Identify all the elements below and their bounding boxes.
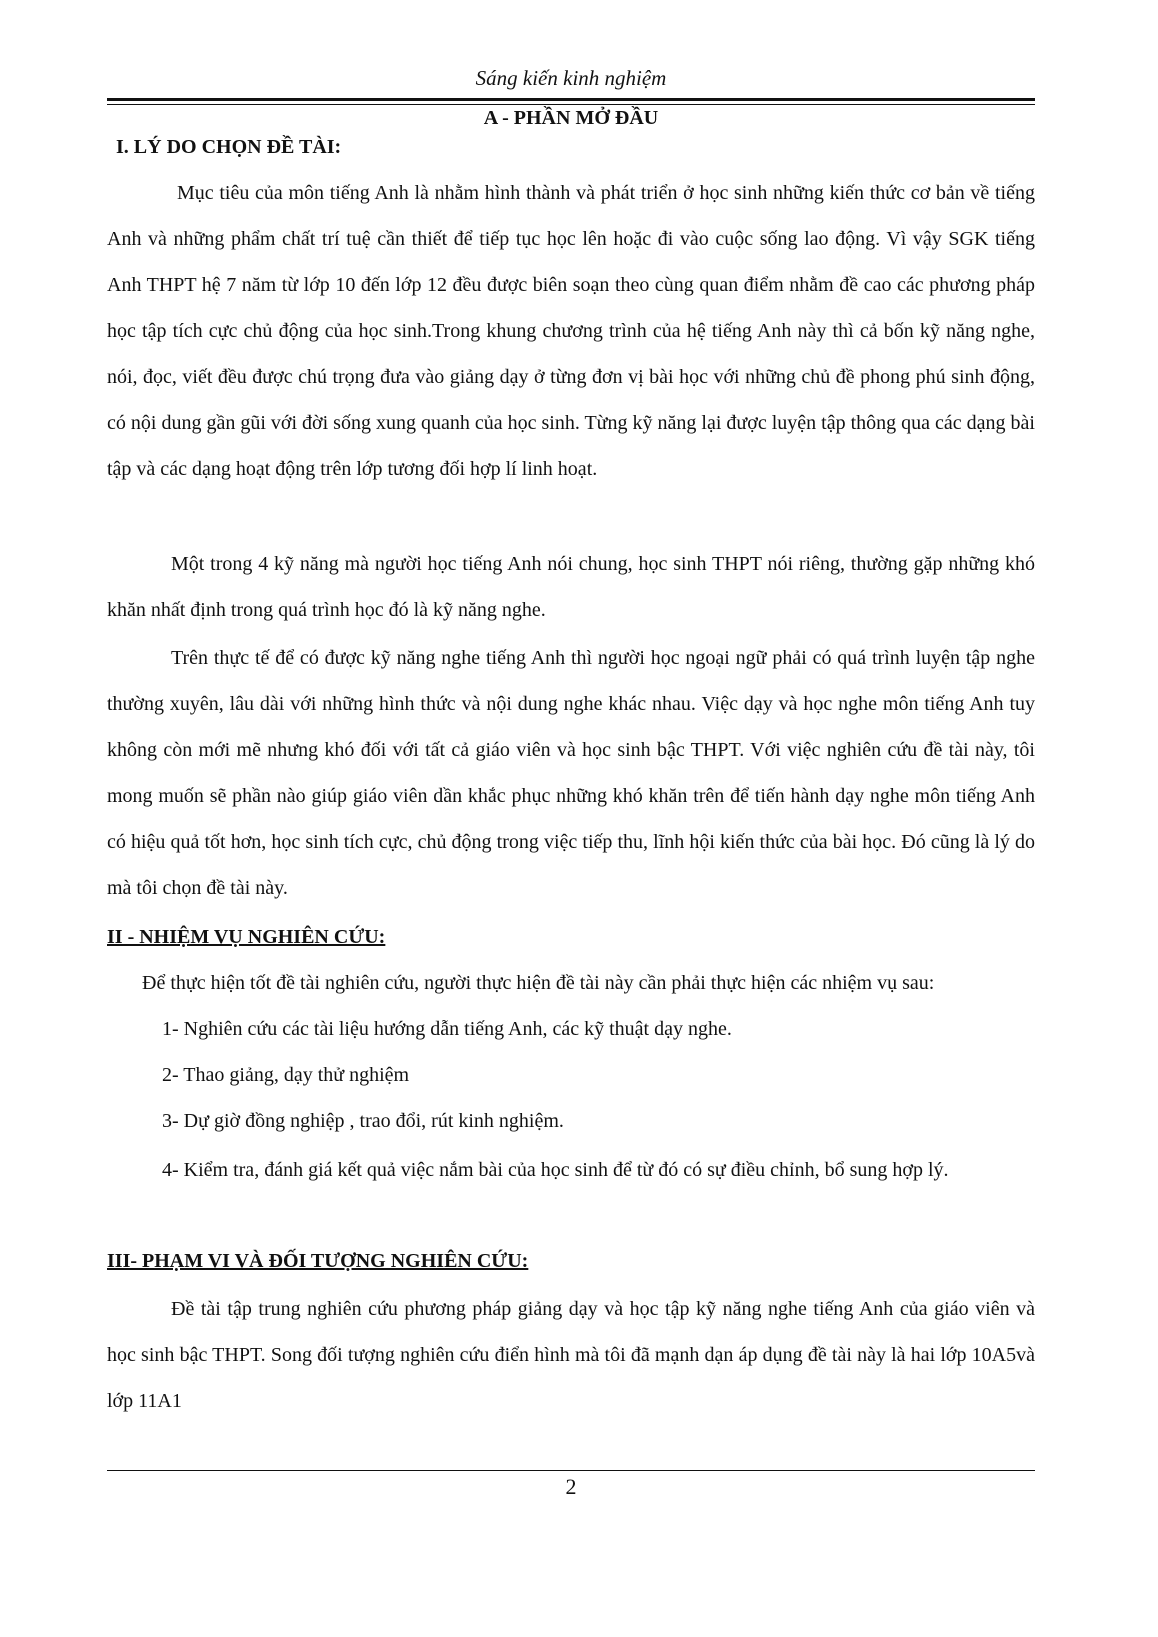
header-rule bbox=[107, 98, 1035, 105]
section-heading-1: I. LÝ DO CHỌN ĐỀ TÀI: bbox=[116, 136, 342, 158]
paragraph-reason-3: Trên thực tế để có được kỹ năng nghe tiếng Anh thì người học ngoại ngữ phải có quá trình luyện tập nghe thường xuyên, lâu dài với những hình thức và nội dung nghe khác nhau. Việc dạy và học nghe môn tiếng Anh tuy không còn mới mẽ nhưng khó đối với tất cả giáo viên và học sinh bậc THPT. Với việc nghiên cứu đề tài này, tôi mong muốn sẽ phần nào giúp giáo viên dần khắc phục những khó khăn trên để tiến hành dạy nghe môn tiếng Anh có hiệu quả tốt hơn, học sinh tích cực, chủ động trong việc tiếp thu, lĩnh hội kiến thức của bài học. Đó cũng là lý do mà tôi chọn đề tài này. bbox=[107, 647, 1035, 899]
paragraph-scope: Đề tài tập trung nghiên cứu phương pháp giảng dạy và học tập kỹ năng nghe tiếng Anh của giáo viên và học sinh bậc THPT. Song đối tượng nghiên cứu điển hình mà tôi đã mạnh dạn áp dụng đề tài này là hai lớp 10A5và lớp 11A1 bbox=[107, 1298, 1035, 1412]
task-item-1: 1- Nghiên cứu các tài liệu hướng dẫn tiếng Anh, các kỹ thuật dạy nghe. bbox=[162, 1018, 732, 1040]
running-header: Sáng kiến kinh nghiệm bbox=[475, 66, 667, 90]
task-item-4: 4- Kiểm tra, đánh giá kết quả việc nắm bài của học sinh để từ đó có sự điều chỉnh, bổ sung hợp lý. bbox=[162, 1159, 949, 1181]
task-item-2: 2- Thao giảng, dạy thử nghiệm bbox=[162, 1064, 410, 1086]
paragraph-reason-2: Một trong 4 kỹ năng mà người học tiếng Anh nói chung, học sinh THPT nói riêng, thường gặp những khó khăn nhất định trong quá trình học đó là kỹ năng nghe. bbox=[107, 553, 1035, 621]
page-number: 2 bbox=[565, 1474, 577, 1499]
footer-rule bbox=[107, 1470, 1035, 1471]
section-heading-2: II - NHIỆM VỤ NGHIÊN CỨU: bbox=[107, 926, 386, 948]
part-title: A - PHẦN MỞ ĐẦU bbox=[483, 107, 659, 129]
tasks-intro: Để thực hiện tốt đề tài nghiên cứu, người thực hiện đề tài này cần phải thực hiện các nhiệm vụ sau: bbox=[142, 972, 935, 994]
section-heading-3: III- PHẠM VI VÀ ĐỐI TƯỢNG NGHIÊN CỨU: bbox=[107, 1250, 529, 1272]
paragraph-reason-1: Mục tiêu của môn tiếng Anh là nhằm hình thành và phát triển ở học sinh những kiến thức cơ bản về tiếng Anh và những phẩm chất trí tuệ cần thiết để tiếp tục học lên hoặc đi vào cuộc sống lao động. Vì vậy SGK tiếng Anh THPT hệ 7 năm từ lớp 10 đến lớp 12 đều được biên soạn theo cùng quan điểm nhằm đề cao các phương pháp học tập tích cực chủ động của học sinh.Trong khung chương trình của hệ tiếng Anh này thì cả bốn kỹ năng nghe, nói, đọc, viết đều được chú trọng đưa vào giảng dạy ở từng đơn vị bài học với những chủ đề phong phú sinh động, có nội dung gần gũi với đời sống xung quanh của học sinh. Từng kỹ năng lại được luyện tập thông qua các dạng bài tập và các dạng hoạt động trên lớp tương đối hợp lí linh hoạt. bbox=[107, 182, 1035, 480]
task-item-3: 3- Dự giờ đồng nghiệp , trao đổi, rút kinh nghiệm. bbox=[162, 1110, 564, 1132]
